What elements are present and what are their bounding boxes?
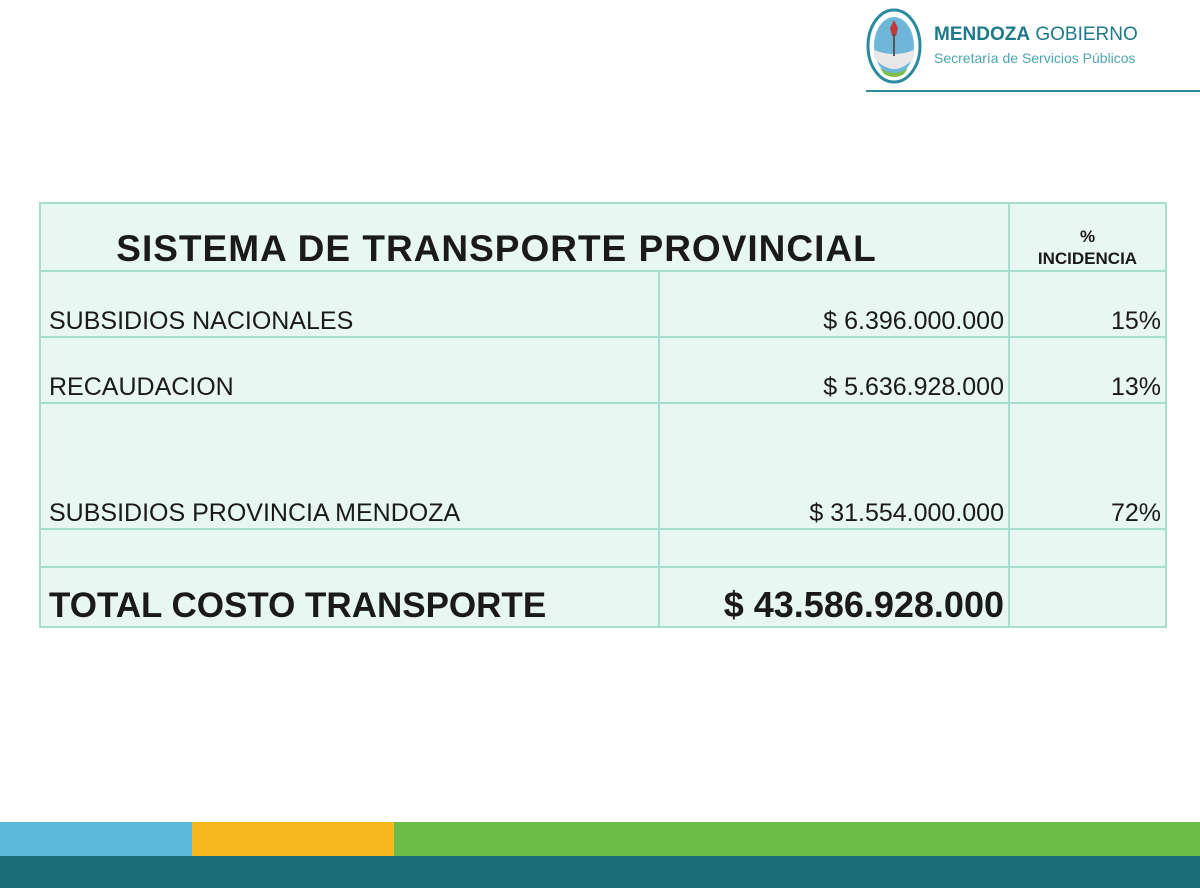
pct-header: [1009, 203, 1166, 271]
stripe-blue: [0, 822, 192, 856]
header-divider: [866, 90, 1200, 92]
empty-cell: [1009, 529, 1166, 567]
org-name-rest: GOBIERNO: [1030, 24, 1138, 45]
table-row: [40, 337, 1166, 403]
row-pct: 15%: [1009, 271, 1166, 337]
total-amount: $ 43.586.928.000: [659, 567, 1009, 627]
stripe-yellow: [192, 822, 394, 856]
coat-of-arms-icon: [866, 6, 922, 86]
transport-cost-table: [39, 202, 1167, 628]
org-name-bold: MENDOZA: [934, 24, 1031, 45]
table-row: [40, 403, 1166, 529]
row-pct: 13%: [1009, 337, 1166, 403]
empty-cell: [659, 529, 1009, 567]
table-header-row: [40, 203, 1166, 271]
row-pct: 72%: [1009, 403, 1166, 529]
row-amount: $ 6.396.000.000: [659, 271, 1009, 337]
mendoza-logo: [866, 6, 1176, 86]
org-name: [934, 24, 1138, 46]
table-spacer-row: [40, 529, 1166, 567]
row-amount: $ 31.554.000.000: [659, 403, 1009, 529]
row-label: SUBSIDIOS NACIONALES: [40, 271, 659, 337]
pct-symbol: %: [1079, 227, 1096, 246]
org-subtitle: Secretaría de Servicios Públicos: [934, 50, 1136, 66]
table-row: [40, 271, 1166, 337]
stripe-green: [394, 822, 1200, 856]
empty-cell: [40, 529, 659, 567]
row-amount: $ 5.636.928.000: [659, 337, 1009, 403]
total-label: TOTAL COSTO TRANSPORTE: [40, 567, 659, 627]
pct-label: INCIDENCIA: [1037, 249, 1138, 268]
total-pct-empty: [1009, 567, 1166, 627]
row-label: SUBSIDIOS PROVINCIA MENDOZA: [40, 403, 659, 529]
footer-color-stripe: [0, 822, 1200, 856]
table-total-row: [40, 567, 1166, 627]
table-title: SISTEMA DE TRANSPORTE PROVINCIAL: [40, 203, 1009, 271]
footer-dark-band: [0, 856, 1200, 888]
row-label: RECAUDACION: [40, 337, 659, 403]
